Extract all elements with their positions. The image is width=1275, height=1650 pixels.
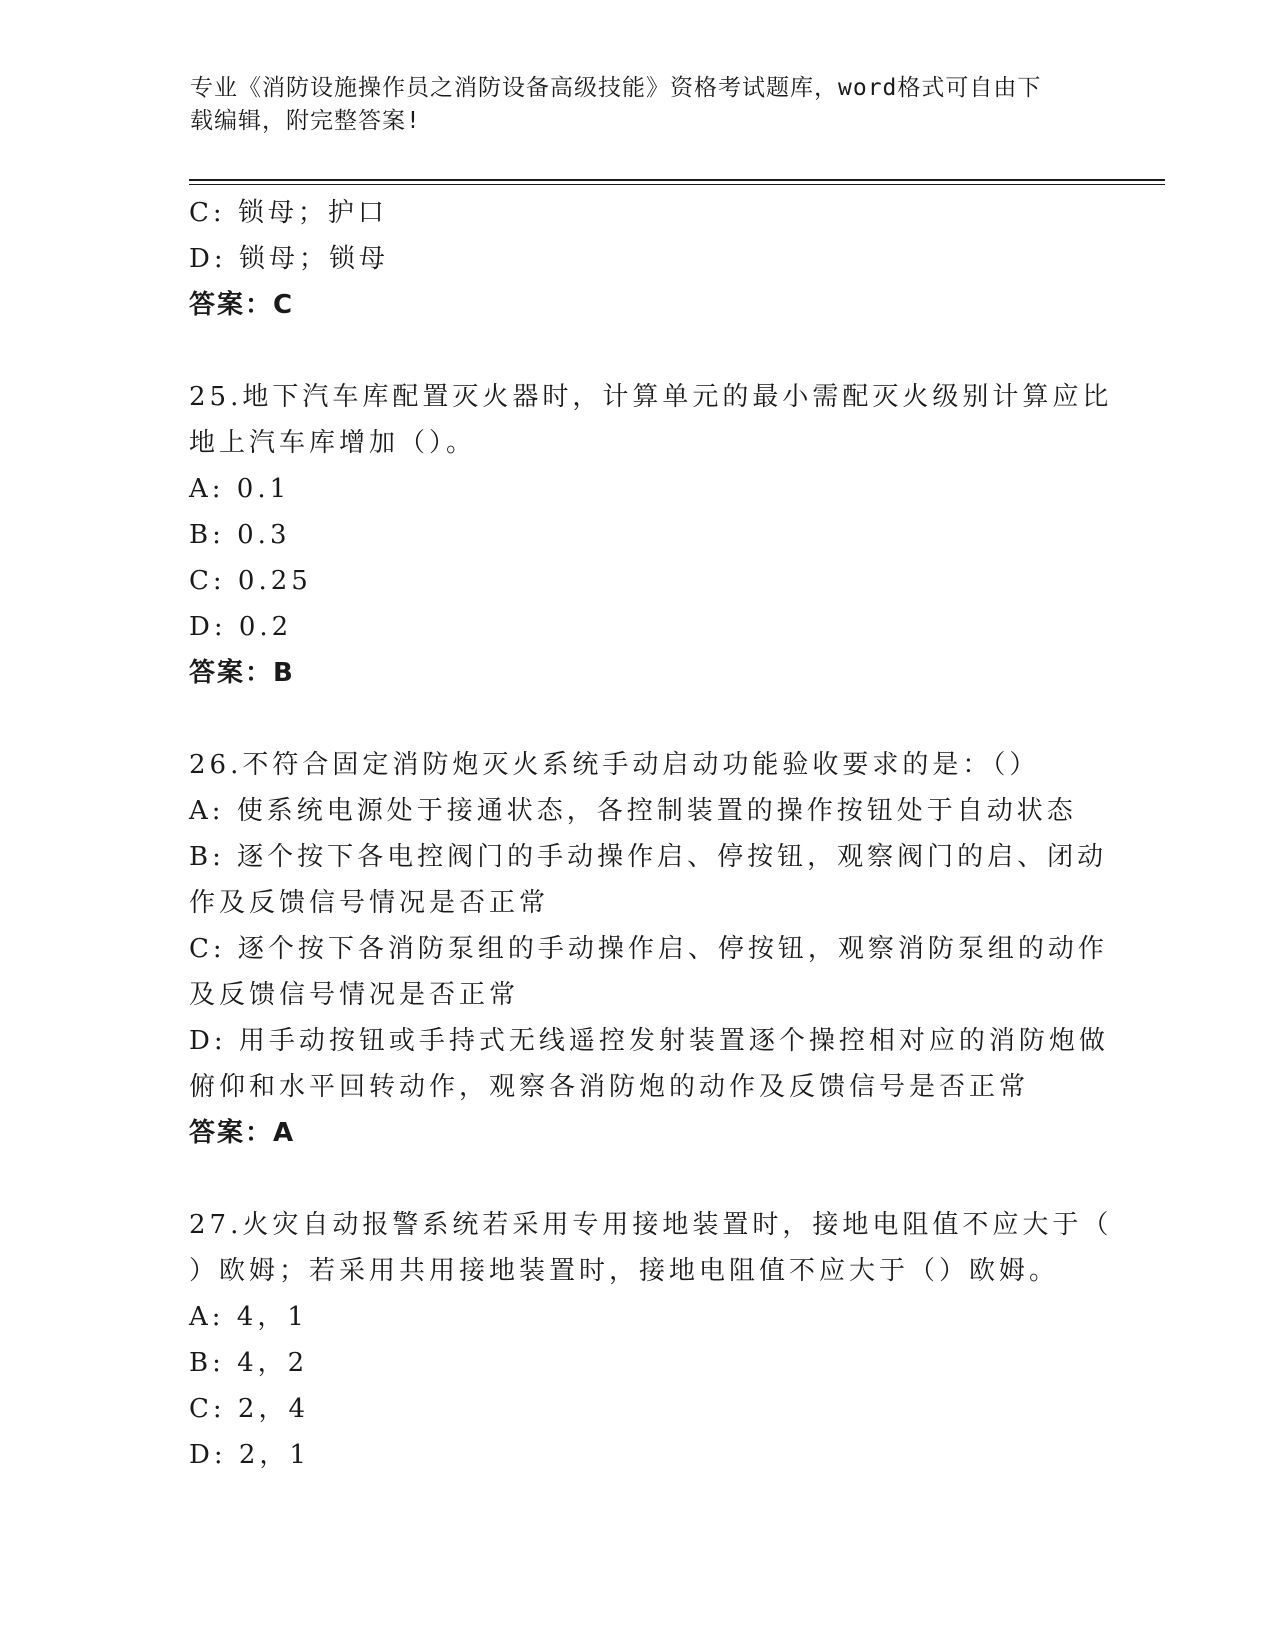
option-c: C: 逐个按下各消防泵组的手动操作启、停按钮，观察消防泵组的动作 [189,934,1108,964]
option-b-cont: 作及反馈信号情况是否正常 [189,888,550,918]
document-header [190,72,1090,138]
spacer [189,1156,1089,1202]
option-a: A: 0.1 [189,474,291,504]
question-27 [189,1202,1113,1478]
spacer [189,328,1089,374]
question-stem: 26.不符合固定消防炮灭火系统手动启动功能验收要求的是：（） [189,750,1040,780]
option-b: B: 4，2 [189,1348,309,1378]
option-d: D: 锁母；锁母 [189,244,389,274]
option-c: C: 锁母；护口 [189,198,388,228]
question-26 [189,742,1109,1156]
answer-line: 答案：C [189,290,295,320]
option-a: A: 4，1 [189,1302,308,1332]
option-b: B: 逐个按下各电控阀门的手动操作启、停按钮，观察阀门的启、闭动 [189,842,1108,872]
question-stem: 27.火灾自动报警系统若采用专用接地装置时，接地电阻值不应大于（ [189,1210,1113,1240]
header-line-1: 专业《消防设施操作员之消防设备高级技能》资格考试题库，word格式可自由下 [190,75,1042,101]
answer-line: 答案：A [189,1118,296,1148]
option-d: D: 2，1 [189,1440,310,1470]
option-d: D: 0.2 [189,612,293,642]
option-d: D: 用手动按钮或手持式无线遥控发射装置逐个操控相对应的消防炮做 [189,1026,1109,1056]
option-b: B: 0.3 [189,520,291,550]
prev-question-block [189,190,1089,328]
header-divider-thin [189,184,1165,185]
option-a: A: 使系统电源处于接通状态，各控制装置的操作按钮处于自动状态 [189,796,1077,826]
option-c: C: 2，4 [189,1394,310,1424]
question-25 [189,374,1113,696]
option-c-cont: 及反馈信号情况是否正常 [189,980,520,1010]
spacer [189,696,1089,742]
option-d-cont: 俯仰和水平回转动作，观察各消防炮的动作及反馈信号是否正常 [189,1072,1030,1102]
header-divider-thick [189,179,1165,181]
question-stem-cont: ）欧姆；若采用共用接地装置时，接地电阻值不应大于（）欧姆。 [189,1256,1060,1286]
header-line-2: 载编辑，附完整答案! [190,108,421,134]
question-content [189,190,1113,1478]
answer-line: 答案：B [189,658,295,688]
question-stem-cont: 地上汽车库增加（）。 [189,428,477,458]
option-c: C: 0.25 [189,566,312,596]
question-stem: 25.地下汽车库配置灭火器时，计算单元的最小需配灭火级别计算应比 [189,382,1113,412]
